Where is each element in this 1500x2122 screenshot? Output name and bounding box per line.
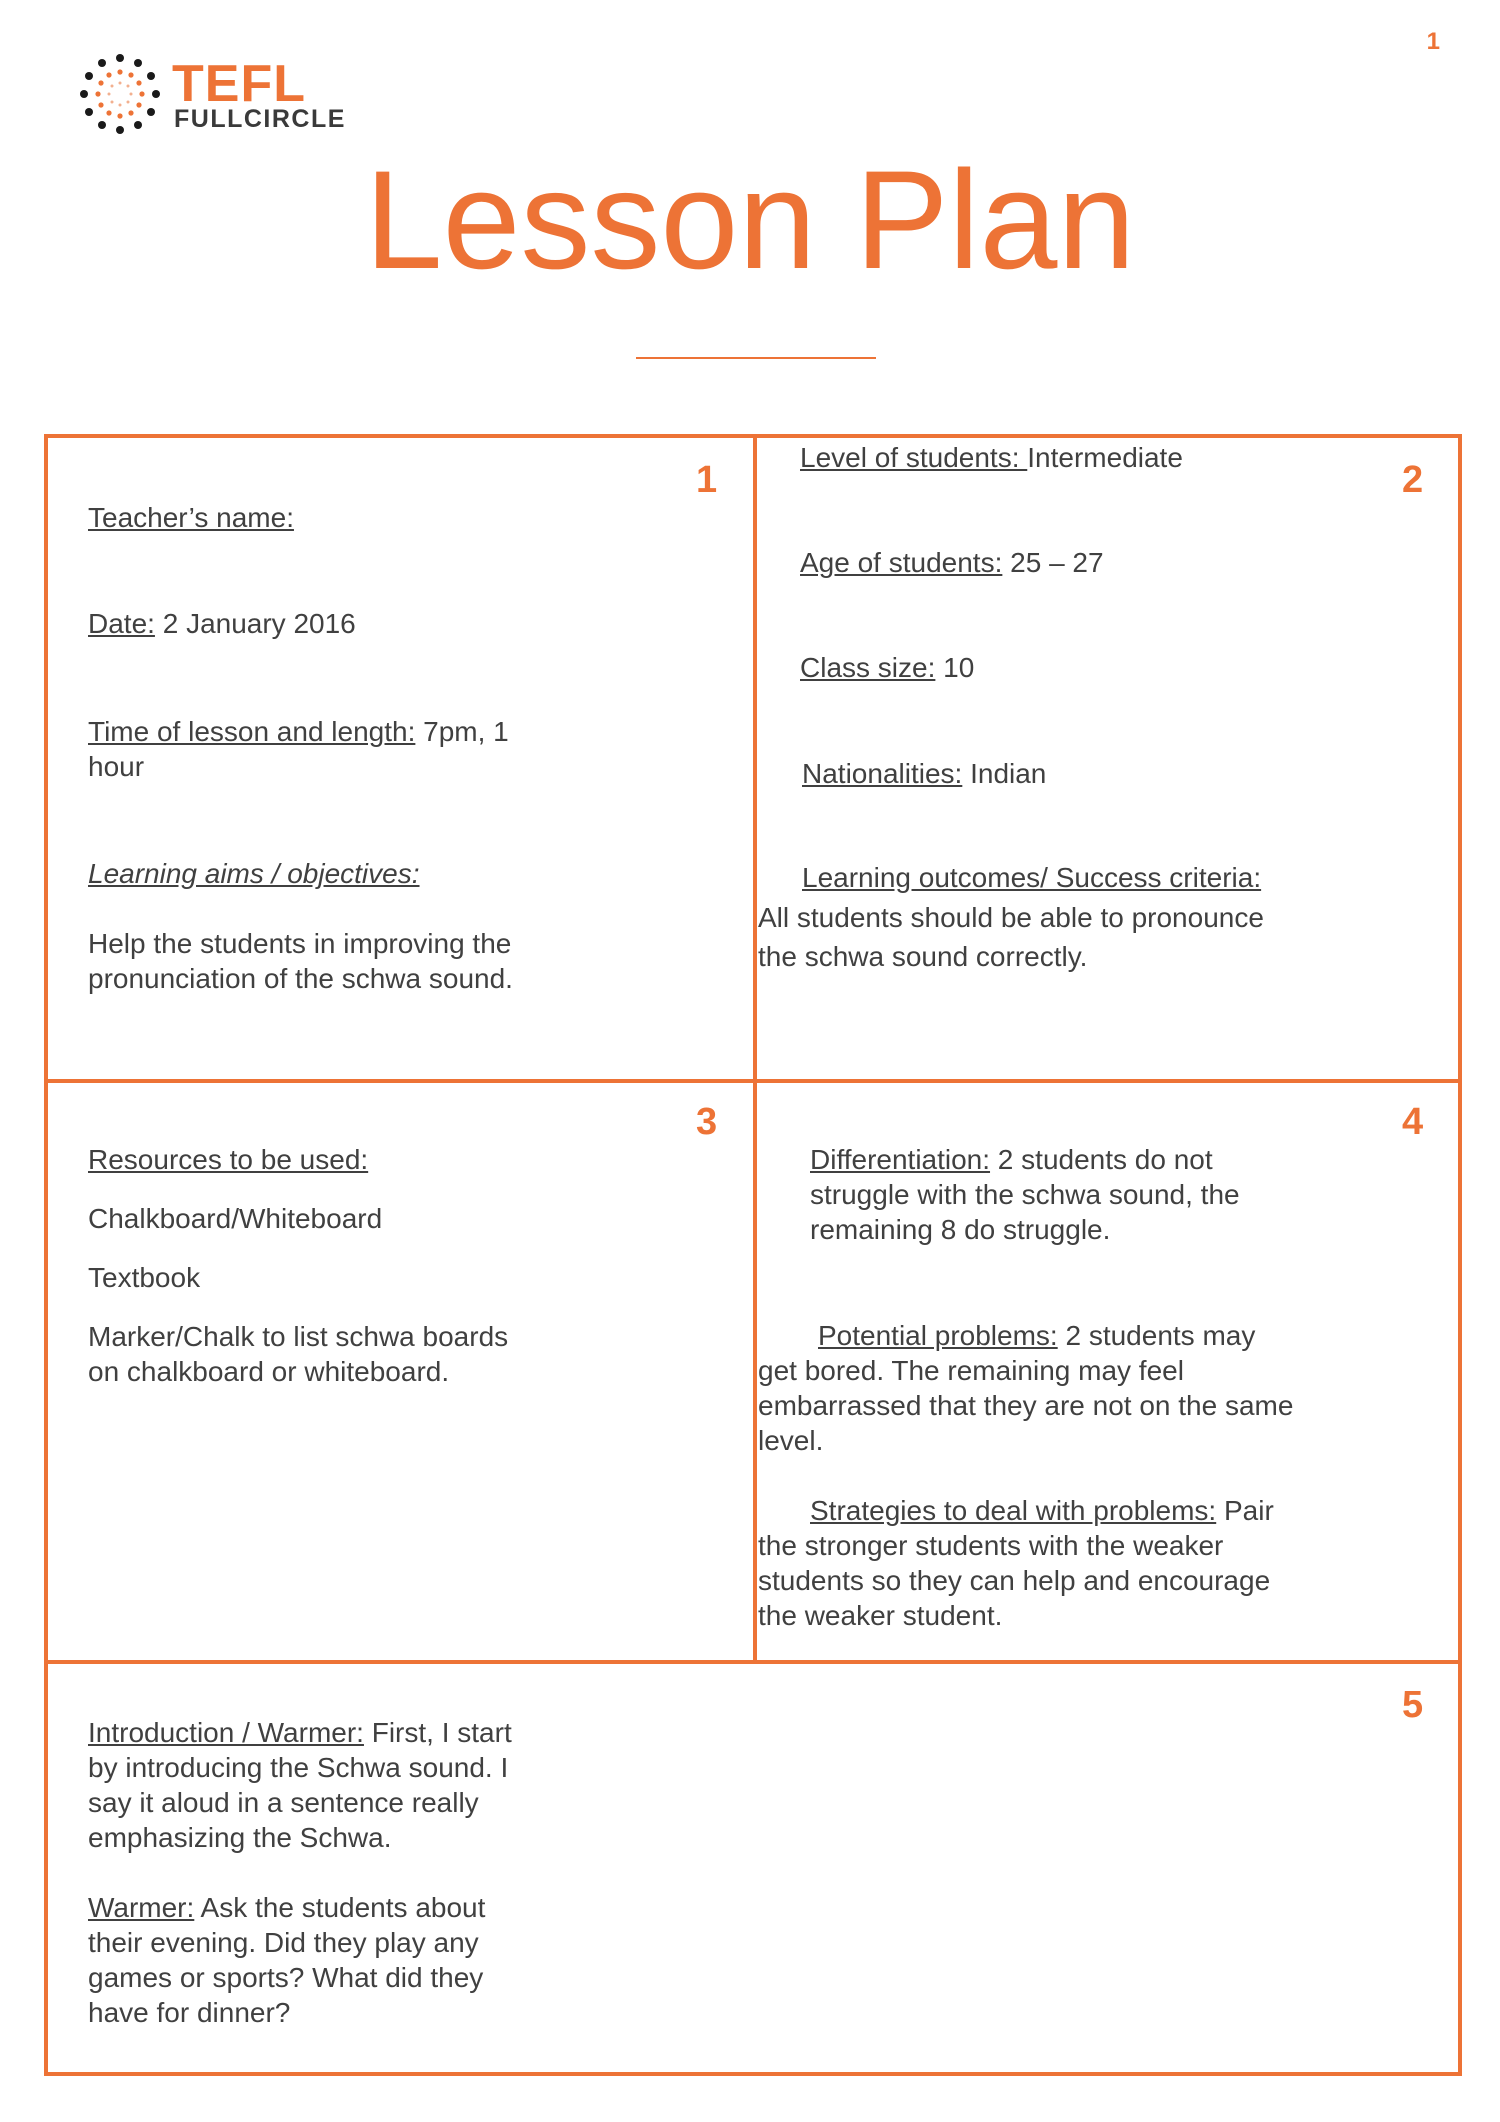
title-divider xyxy=(636,357,876,359)
resource-item-3-line-2: on chalkboard or whiteboard. xyxy=(88,1356,450,1387)
differentiation-line-3: remaining 8 do struggle. xyxy=(810,1214,1111,1245)
aims-text-line-2: pronunciation of the schwa sound. xyxy=(88,963,513,994)
resource-item-2: Textbook xyxy=(88,1262,201,1293)
aims-text-line-1: Help the students in improving the xyxy=(88,928,512,959)
logo-text-fullcircle: FULLCIRCLE xyxy=(174,105,346,133)
resources-label: Resources to be used: xyxy=(88,1144,369,1175)
grid-vertical-divider xyxy=(753,438,757,1664)
resource-item-1: Chalkboard/Whiteboard xyxy=(88,1203,383,1234)
lesson-plan-grid xyxy=(44,434,1462,2076)
box-5-number: 5 xyxy=(1402,1684,1424,1726)
grid-divider-2 xyxy=(48,1660,1458,1664)
date-field: Date: 2 January 2016 xyxy=(88,608,356,639)
strategies-line-3: students so they can help and encourage xyxy=(758,1565,1271,1596)
aims-label: Learning aims / objectives: xyxy=(88,858,420,889)
outcomes-line-1: All students should be able to pronounce xyxy=(758,902,1264,933)
resource-item-3-line-1: Marker/Chalk to list schwa boards xyxy=(88,1321,509,1352)
intro-line-3: say it aloud in a sentence really xyxy=(88,1787,479,1818)
logo-text-tefl: TEFL xyxy=(172,55,306,113)
warmer-line-4: have for dinner? xyxy=(88,1997,291,2028)
strategies-line-2: the stronger students with the weaker xyxy=(758,1530,1224,1561)
warmer-line-3: games or sports? What did they xyxy=(88,1962,484,1993)
teacher-name-label: Teacher’s name: xyxy=(88,502,294,533)
outcomes-label: Learning outcomes/ Success criteria: xyxy=(802,862,1262,893)
class-size-field: Class size: 10 xyxy=(800,652,975,683)
age-field: Age of students: 25 – 27 xyxy=(800,547,1104,578)
time-field: Time of lesson and length: 7pm, 1 xyxy=(88,716,509,747)
tefl-fullcircle-logo xyxy=(80,54,370,134)
warmer-line-2: their evening. Did they play any xyxy=(88,1927,479,1958)
box-4-number: 4 xyxy=(1402,1101,1424,1143)
dotted-circle-icon xyxy=(80,54,160,134)
warmer-line-1: Warmer: Ask the students about xyxy=(88,1892,486,1923)
intro-line-1: Introduction / Warmer: First, I start xyxy=(88,1717,512,1748)
page-number: 1 xyxy=(1426,28,1440,55)
problems-line-4: level. xyxy=(758,1425,824,1456)
problems-line-1: Potential problems: 2 students may xyxy=(818,1320,1256,1351)
box-3-number: 3 xyxy=(696,1101,718,1143)
differentiation-line-2: struggle with the schwa sound, the xyxy=(810,1179,1240,1210)
differentiation-line-1: Differentiation: 2 students do not xyxy=(810,1144,1213,1175)
box-2-number: 2 xyxy=(1402,459,1424,501)
strategies-line-1: Strategies to deal with problems: Pair xyxy=(810,1495,1274,1526)
nationalities-field: Nationalities: Indian xyxy=(802,758,1047,789)
intro-line-2: by introducing the Schwa sound. I xyxy=(88,1752,509,1783)
box-1-number: 1 xyxy=(696,459,718,501)
grid-divider-1 xyxy=(48,1079,1458,1083)
problems-line-2: get bored. The remaining may feel xyxy=(758,1355,1184,1386)
problems-line-3: embarrassed that they are not on the same xyxy=(758,1390,1294,1421)
strategies-line-4: the weaker student. xyxy=(758,1600,1003,1631)
page-title: Lesson Plan xyxy=(364,141,1136,298)
outcomes-line-2: the schwa sound correctly. xyxy=(758,941,1088,972)
time-field-cont: hour xyxy=(88,751,145,782)
intro-line-4: emphasizing the Schwa. xyxy=(88,1822,392,1853)
level-field: Level of students: Intermediate xyxy=(800,442,1183,473)
